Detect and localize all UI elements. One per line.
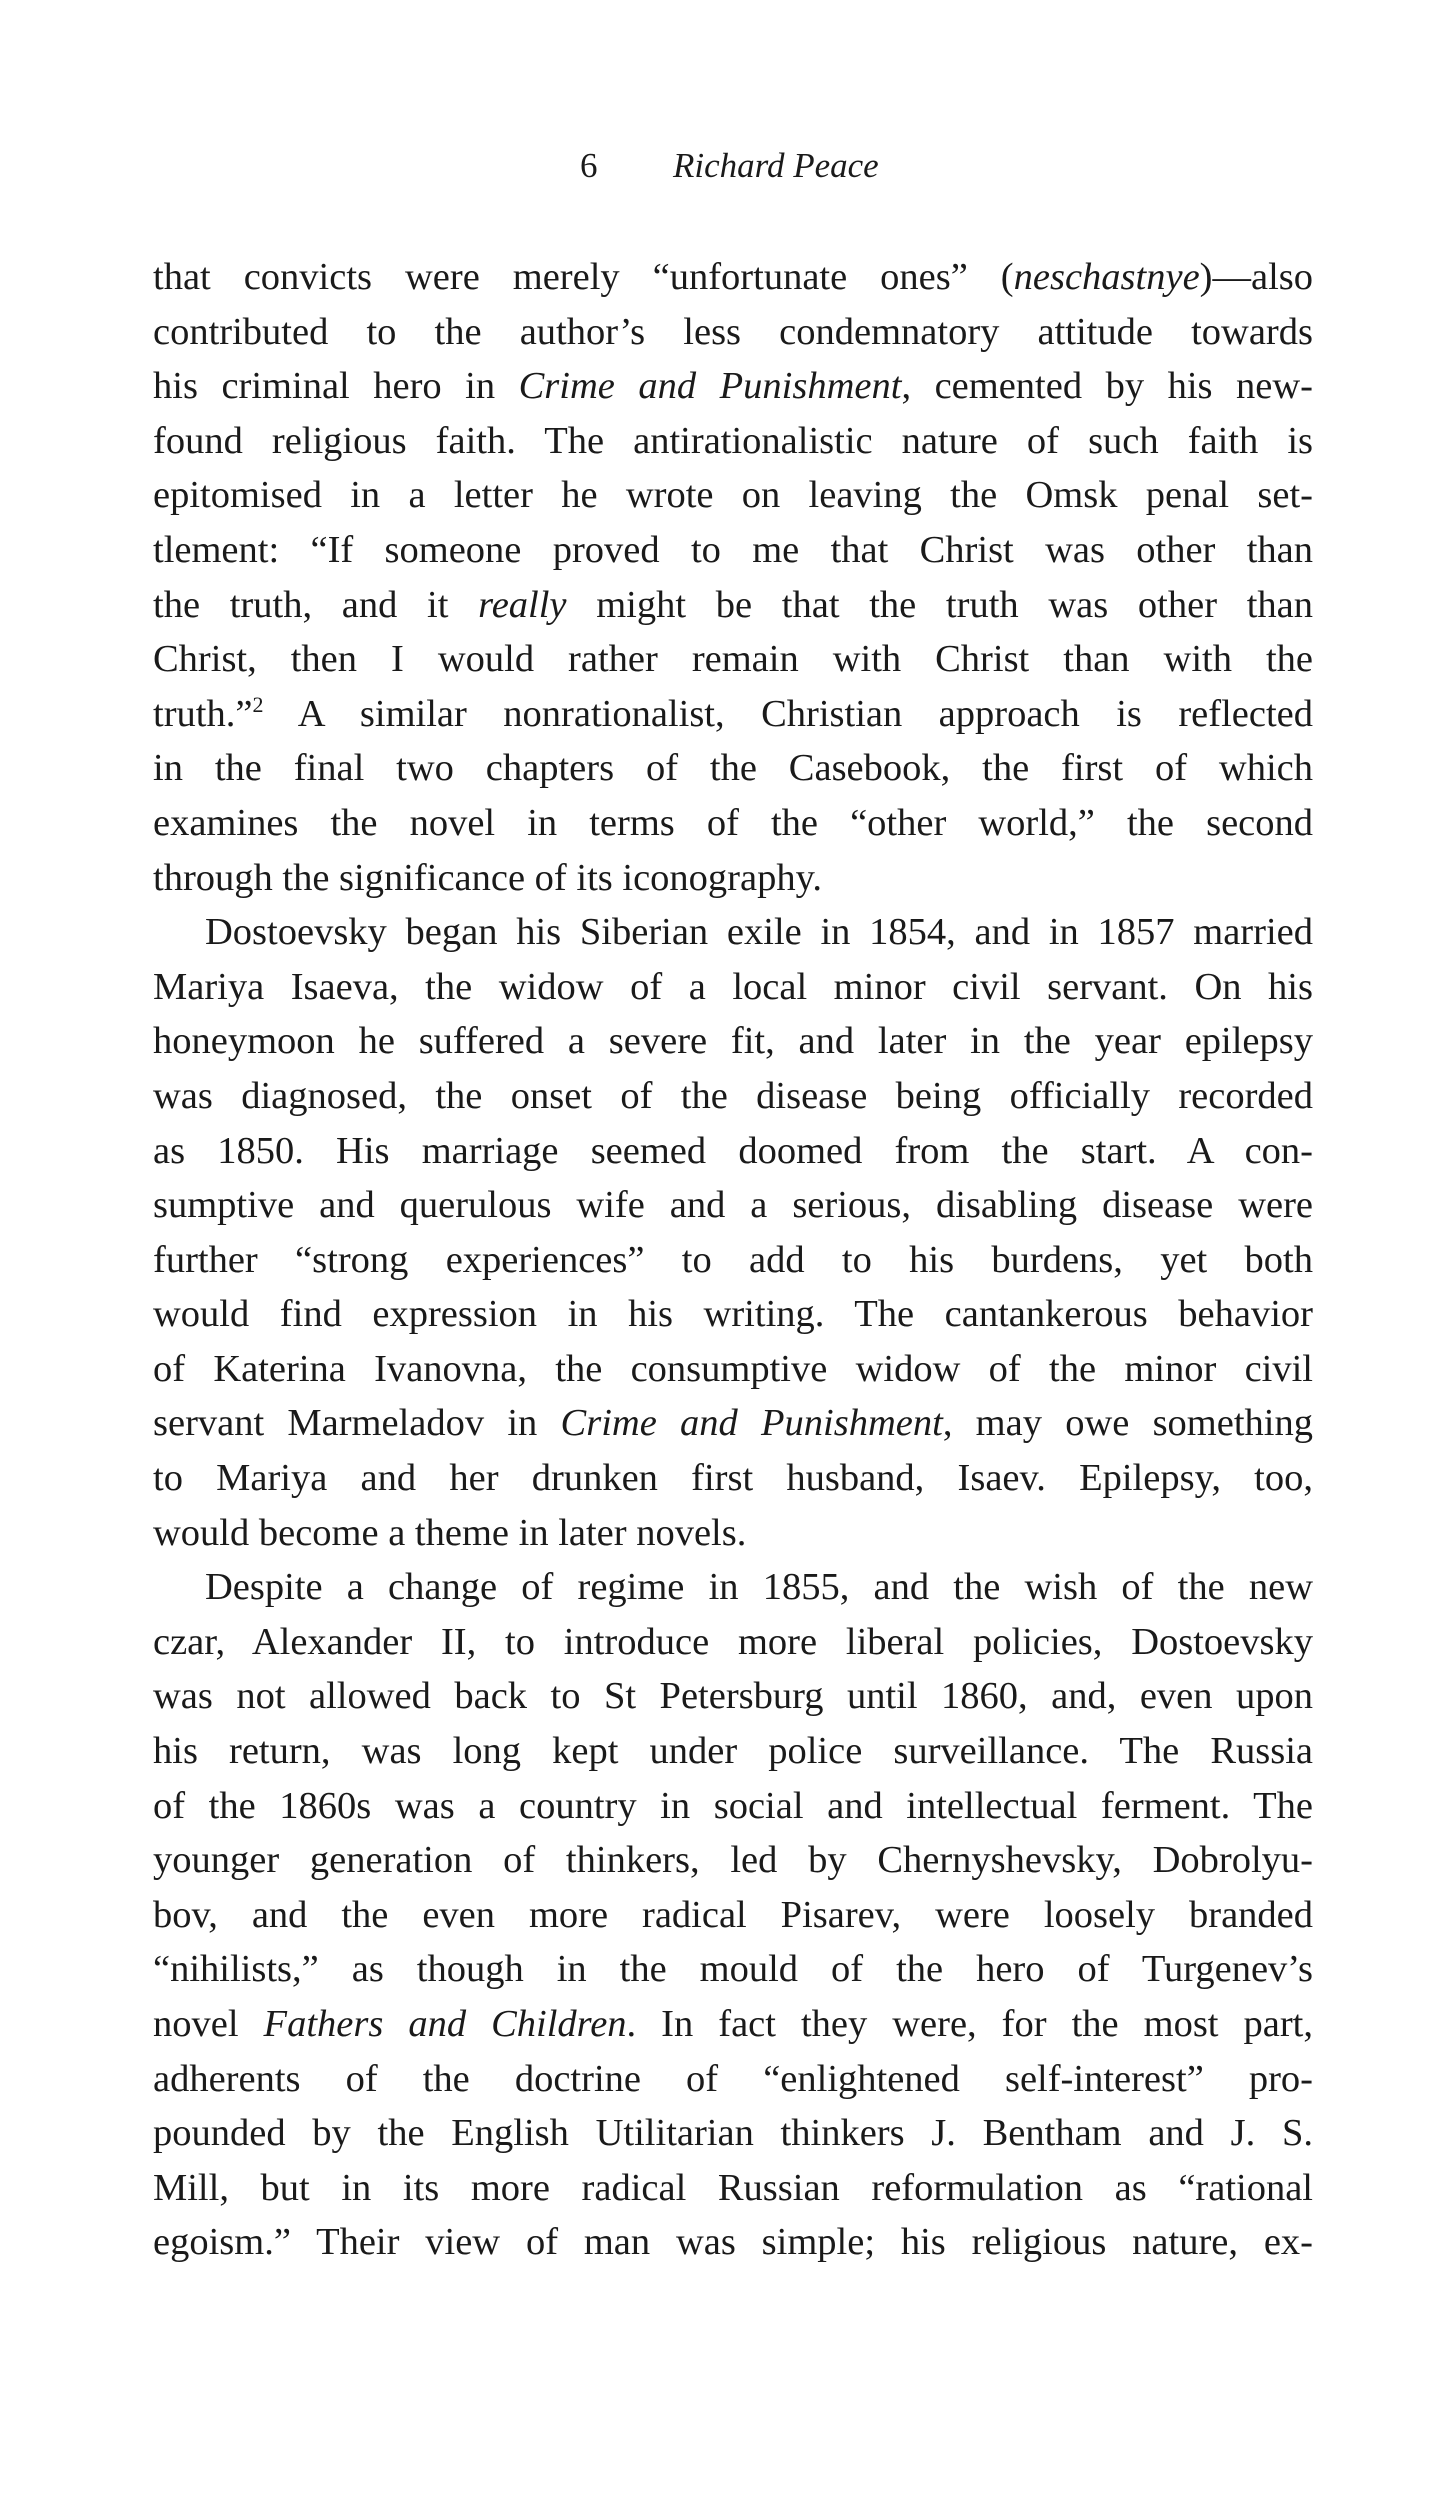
text-line <box>153 1396 1313 1451</box>
text-run: “nihilists,” as though in the mould of the hero of Turgenev’s <box>153 1948 1313 1991</box>
text-run: examines the novel in terms of the “other world,” the second <box>153 801 1313 844</box>
text-line <box>153 1669 1313 1724</box>
text-line <box>153 1069 1313 1124</box>
text-line <box>153 250 1313 305</box>
text-run: that convicts were merely “unfortunate ones” ( <box>153 256 1014 298</box>
text-line <box>153 1724 1313 1779</box>
text-run: honeymoon he suffered a severe fit, and later in the year epilepsy <box>153 1020 1313 1063</box>
body-text <box>153 250 1313 2270</box>
text-run: Despite a change of regime in 1855, and the wish of the new <box>205 1566 1313 1609</box>
text-run: was diagnosed, the onset of the disease being officially recorded <box>153 1074 1313 1117</box>
text-line <box>153 1451 1313 1506</box>
text-run: contributed to the author’s less condemnatory attitude towards <box>153 310 1313 353</box>
text-run: egoism.” Their view of man was simple; his religious nature, ex- <box>153 2221 1313 2264</box>
text-run: Mariya Isaeva, the widow of a local minor civil servant. On his <box>153 965 1313 1008</box>
text-line <box>153 1342 1313 1397</box>
text-line <box>153 1615 1313 1670</box>
text-run: A similar nonrationalist, Christian approach is reflected <box>263 692 1313 735</box>
text-line <box>153 1124 1313 1179</box>
text-line <box>153 1888 1313 1943</box>
text-run: sumptive and querulous wife and a serious, disabling disease were <box>153 1184 1313 1227</box>
text-run: adherents of the doctrine of “enlightened self-interest” pro- <box>153 2057 1313 2100</box>
text-line <box>153 2052 1313 2107</box>
text-run: as 1850. His marriage seemed doomed from the start. A con- <box>153 1129 1313 1172</box>
text-run: novel <box>153 2003 264 2045</box>
text-run: his criminal hero in <box>153 365 519 408</box>
text-line <box>153 1779 1313 1834</box>
paragraph <box>153 905 1313 1560</box>
text-line <box>153 1178 1313 1233</box>
text-run: Mill, but in its more radical Russian reformulation as “rational <box>153 2166 1313 2209</box>
text-line <box>153 359 1313 414</box>
text-line <box>153 1233 1313 1288</box>
text-run: further “strong experiences” to add to his burdens, yet both <box>153 1238 1313 1281</box>
text-run: pounded by the English Utilitarian thinkers J. Bentham and J. S. <box>153 2112 1313 2155</box>
running-title: Richard Peace <box>673 146 879 185</box>
text-run: his return, was long kept under police surveillance. The Russia <box>153 1730 1313 1773</box>
text-line <box>153 2215 1313 2270</box>
page-number: 6 <box>580 146 598 185</box>
text-line <box>153 1287 1313 1342</box>
text-run: found religious faith. The antirationalistic nature of such faith is <box>153 419 1313 462</box>
text-run: of the 1860s was a country in social and intellectual ferment. The <box>153 1784 1313 1827</box>
text-run: Christ, then I would rather remain with Christ than with the <box>153 638 1313 681</box>
text-run: tlement: “If someone proved to me that Christ was other than <box>153 528 1313 571</box>
italic-text: Fathers and Children <box>263 2003 627 2045</box>
text-line <box>153 1506 1313 1561</box>
text-run: might be that the truth was other than <box>566 583 1313 626</box>
text-line <box>153 1997 1313 2052</box>
text-line <box>153 305 1313 360</box>
text-line <box>153 523 1313 578</box>
text-line <box>153 468 1313 523</box>
text-line <box>153 414 1313 469</box>
text-run: czar, Alexander II, to introduce more liberal policies, Dostoevsky <box>153 1620 1313 1663</box>
text-run: , may owe something <box>942 1402 1313 1445</box>
text-run: truth.” <box>153 692 253 735</box>
italic-text: neschastnye <box>1013 256 1200 298</box>
text-run: )—also <box>1199 256 1313 298</box>
text-run: in the final two chapters of the Casebook, the first of which <box>153 747 1313 790</box>
text-line <box>153 632 1313 687</box>
italic-text: really <box>478 583 567 626</box>
text-run: . In fact they were, for the most part, <box>626 2003 1313 2045</box>
text-line <box>153 905 1313 960</box>
text-run: bov, and the even more radical Pisarev, were loosely branded <box>153 1893 1313 1936</box>
text-line <box>153 741 1313 796</box>
text-run: of Katerina Ivanovna, the consumptive widow of the minor civil <box>153 1347 1313 1390</box>
text-line <box>153 2106 1313 2161</box>
text-run: was not allowed back to St Petersburg until 1860, and, even upon <box>153 1675 1313 1718</box>
italic-text: Crime and Punishment <box>518 365 902 408</box>
text-line <box>153 796 1313 851</box>
text-run: would find expression in his writing. The cantankerous behavior <box>153 1293 1313 1336</box>
text-line <box>153 1833 1313 1888</box>
italic-text: Crime and Punishment <box>560 1402 943 1445</box>
text-line <box>153 960 1313 1015</box>
text-run: to Mariya and her drunken first husband, Isaev. Epilepsy, too, <box>153 1457 1313 1500</box>
text-line <box>153 851 1313 906</box>
text-run: Dostoevsky began his Siberian exile in 1854, and in 1857 married <box>205 911 1313 954</box>
text-run: servant Marmeladov in <box>153 1402 561 1445</box>
footnote-ref: 2 <box>252 691 264 717</box>
text-run: epitomised in a letter he wrote on leaving the Omsk penal set- <box>153 474 1313 517</box>
text-line <box>153 1942 1313 1997</box>
text-run: younger generation of thinkers, led by Chernyshevsky, Dobrolyu- <box>153 1839 1313 1882</box>
text-line <box>153 1014 1313 1069</box>
text-line <box>153 687 1313 742</box>
text-line <box>153 578 1313 633</box>
paragraph <box>153 250 1313 905</box>
text-run: , cemented by his new- <box>901 365 1313 408</box>
text-line <box>153 1560 1313 1615</box>
paragraph <box>153 1560 1313 2270</box>
text-run: through the significance of its iconography. <box>153 856 822 899</box>
text-line <box>153 2161 1313 2216</box>
text-run: the truth, and it <box>153 583 479 626</box>
text-run: would become a theme in later novels. <box>153 1511 747 1554</box>
